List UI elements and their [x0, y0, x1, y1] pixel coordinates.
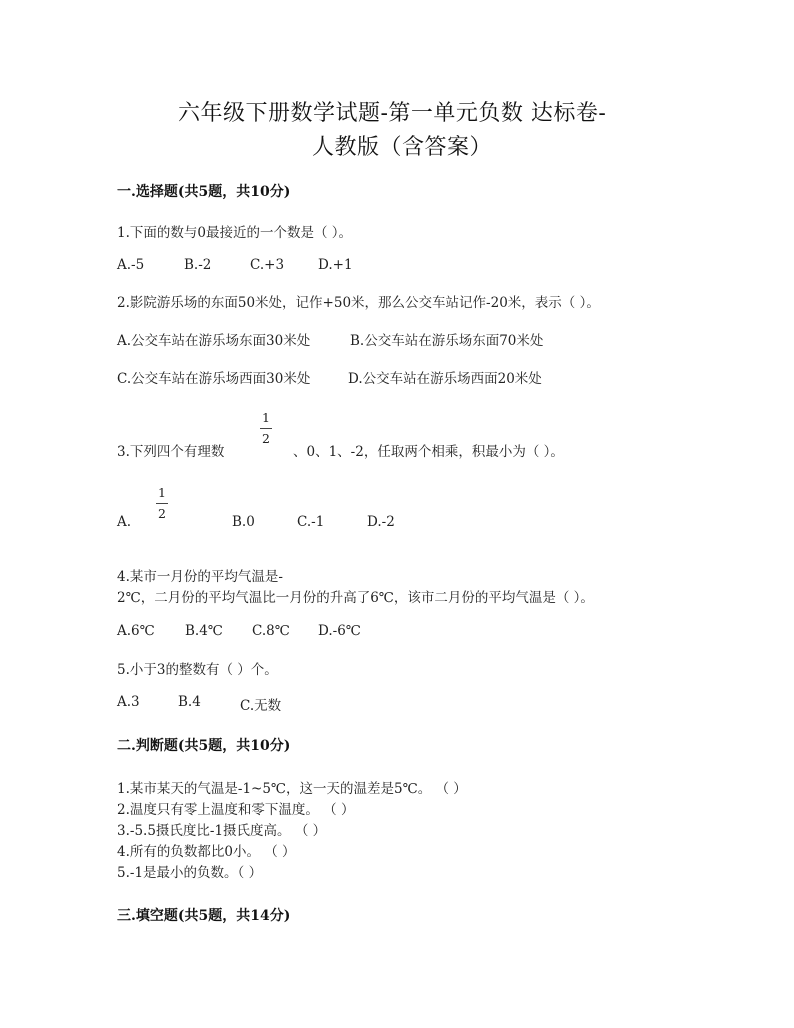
q1-option-d: D.+1 — [318, 257, 353, 273]
q1-option-b: B.-2 — [184, 257, 212, 273]
q5-option-a: A.3 — [117, 694, 140, 710]
q3-option-d: D.-2 — [367, 514, 395, 530]
q3-option-a-fraction — [155, 486, 169, 521]
question-1-stem: 1.下面的数与0最接近的一个数是（ ）。 — [117, 225, 353, 241]
q2-option-a: A.公交车站在游乐场东面30米处 — [117, 333, 311, 349]
q4-option-b: B.4℃ — [185, 623, 223, 639]
question-3-stem-prefix: 3.下列四个有理数 — [117, 444, 225, 460]
judge-item-4: 4.所有的负数都比0小。 （ ） — [117, 844, 296, 860]
q3-fraction-one-half — [259, 411, 273, 446]
question-4-stem-line1: 4.某市一月份的平均气温是- — [117, 569, 283, 585]
q3-option-c: C.-1 — [297, 514, 325, 530]
q4-option-a: A.6℃ — [117, 623, 155, 639]
fraction-bar — [260, 428, 272, 429]
q1-option-c: C.+3 — [250, 257, 285, 273]
judge-item-5: 5.-1是最小的负数。（ ） — [117, 865, 263, 881]
question-4-stem-line2: 2℃，二月份的平均气温比一月份的升高了6℃，该市二月份的平均气温是（ ）。 — [117, 590, 594, 606]
judge-item-1: 1.某市某天的气温是-1~5℃，这一天的温差是5℃。 （ ） — [117, 781, 467, 797]
q3-option-a-label: A. — [117, 514, 132, 530]
doc-title-line1: 六年级下册数学试题-第一单元负数 达标卷- — [178, 101, 607, 126]
section-heading-choice: 一.选择题(共5题，共10分) — [117, 184, 291, 200]
fraction-numerator: 1 — [262, 410, 270, 425]
doc-title-line2: 人教版（含答案） — [312, 135, 493, 160]
q2-option-d: D.公交车站在游乐场西面20米处 — [348, 371, 542, 387]
q5-option-c: C.无数 — [240, 698, 282, 714]
q2-option-b: B.公交车站在游乐场东面70米处 — [350, 333, 544, 349]
q2-option-c: C.公交车站在游乐场西面30米处 — [117, 371, 311, 387]
q3-option-b: B.0 — [232, 514, 255, 530]
q4-option-d: D.-6℃ — [318, 623, 361, 639]
fraction-numerator: 1 — [158, 485, 166, 500]
fraction-denominator: 2 — [262, 431, 270, 446]
section-heading-fill: 三.填空题(共5题，共14分) — [117, 908, 291, 924]
q5-option-b: B.4 — [178, 694, 201, 710]
q1-option-a: A.-5 — [117, 257, 145, 273]
judge-item-2: 2.温度只有零上温度和零下温度。 （ ） — [117, 802, 355, 818]
fraction-bar — [156, 503, 168, 504]
question-3-stem-suffix: 、0、1、-2，任取两个相乘，积最小为（ ）。 — [293, 444, 564, 460]
q4-option-c: C.8℃ — [252, 623, 290, 639]
section-heading-judge: 二.判断题(共5题，共10分) — [117, 738, 291, 754]
fraction-denominator: 2 — [158, 506, 166, 521]
question-2-stem: 2.影院游乐场的东面50米处，记作+50米，那么公交车站记作-20米，表示（ ）。 — [117, 295, 600, 311]
question-5-stem: 5.小于3的整数有（ ）个。 — [117, 662, 278, 678]
judge-item-3: 3.-5.5摄氏度比-1摄氏度高。 （ ） — [117, 823, 327, 839]
